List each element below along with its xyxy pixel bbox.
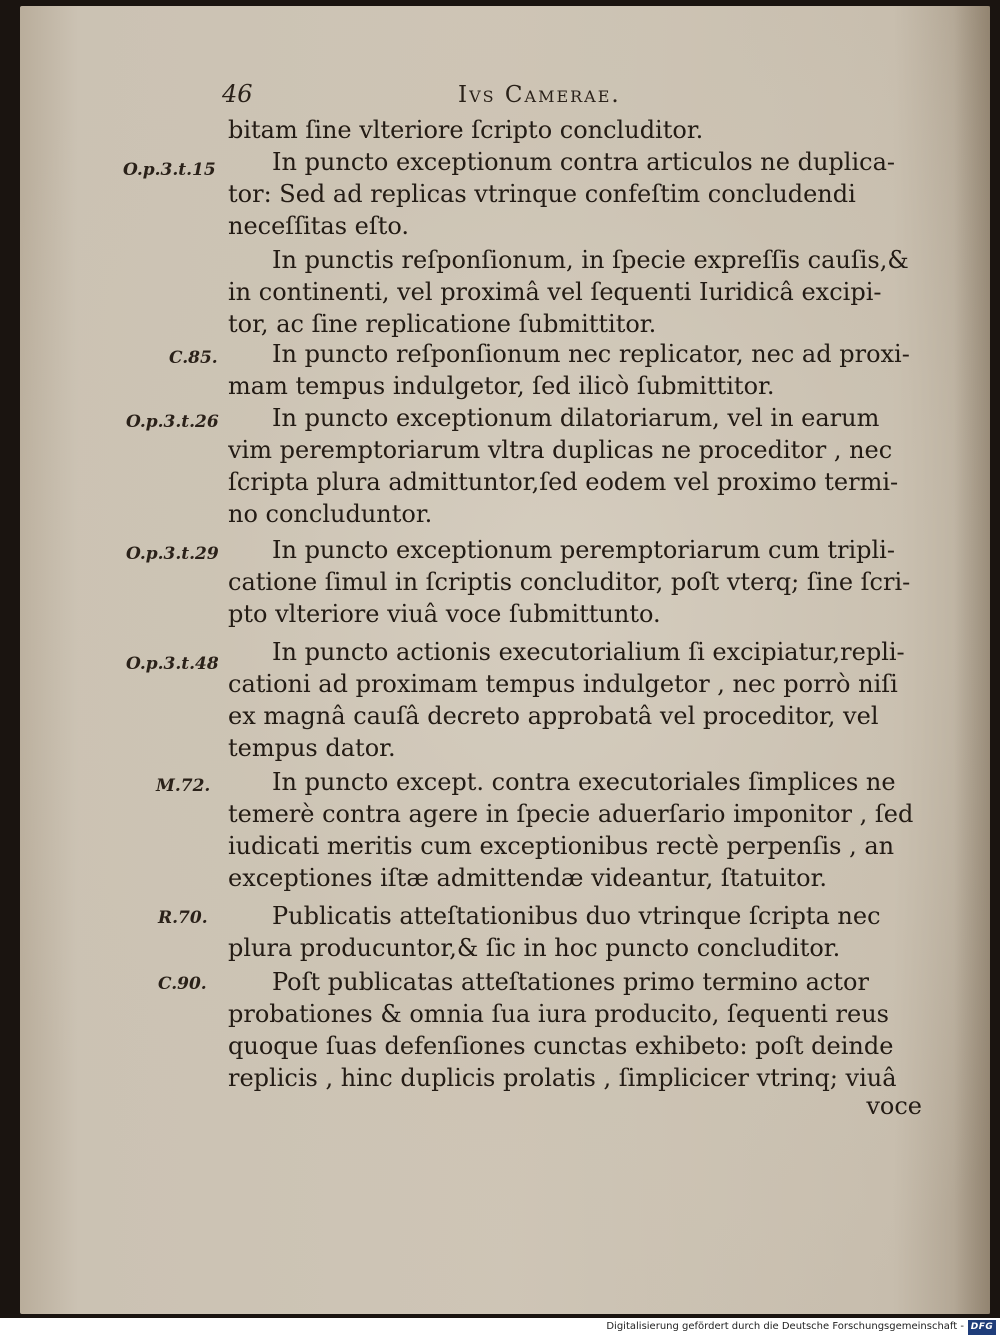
book-page bbox=[20, 6, 990, 1314]
text-line: plura producuntor,& ſic in hoc puncto concluditor. bbox=[228, 934, 841, 962]
text-line: temerè contra agere in ſpecie aduerſario imponitor , ſed bbox=[228, 800, 914, 828]
text-line: In punctis reſponſionum, in ſpecie expreſſis cauſis,& bbox=[272, 246, 909, 274]
text-line: In puncto exceptionum peremptoriarum cum tripli- bbox=[272, 536, 895, 564]
text-line: probationes & omnia ſua iura producito, ſequenti reus bbox=[228, 1000, 889, 1028]
text-line: bitam ſine vlteriore ſcripto concluditor. bbox=[228, 116, 704, 144]
text-line: In puncto actionis executorialium ſi excipiatur,repli- bbox=[272, 638, 905, 666]
text-line: In puncto except. contra executoriales ſimplices ne bbox=[272, 768, 896, 796]
text-line: catione ſimul in ſcriptis concluditor, poſt vterq; ſine ſcri- bbox=[228, 568, 911, 596]
text-line: no concluduntor. bbox=[228, 500, 433, 528]
catchword: voce bbox=[866, 1092, 922, 1120]
footer-credit: Digitalisierung gefördert durch die Deutsche Forschungsgemeinschaft - bbox=[606, 1321, 964, 1332]
text-line: in continenti, vel proximâ vel ſequenti Iuridicâ excipi- bbox=[228, 278, 882, 306]
text-line: neceſſitas eſto. bbox=[228, 212, 410, 240]
text-line: tempus dator. bbox=[228, 734, 396, 762]
dfg-logo: DFG bbox=[968, 1320, 996, 1335]
page-number: 46 bbox=[222, 80, 253, 108]
text-line: ex magnâ cauſâ decreto approbatâ vel proceditor, vel bbox=[228, 702, 879, 730]
running-title: Ivs Camerae. bbox=[458, 82, 621, 108]
text-line: exceptiones iſtæ admittendæ videantur, ſtatuitor. bbox=[228, 864, 828, 892]
text-line: tor, ac ſine replicatione ſubmittitor. bbox=[228, 310, 657, 338]
text-line: iudicati meritis cum exceptionibus rectè perpenſis , an bbox=[228, 832, 895, 860]
text-line: replicis , hinc duplicis prolatis , ſimplicicer vtrinq; viuâ bbox=[228, 1064, 897, 1092]
text-line: Poſt publicatas atteſtationes primo termino actor bbox=[272, 968, 869, 996]
margin-note: O.p.3.t.26 bbox=[126, 412, 219, 432]
body-text bbox=[20, 6, 990, 1314]
text-line: cationi ad proximam tempus indulgetor , nec porrò niſi bbox=[228, 670, 898, 698]
text-line: tor: Sed ad replicas vtrinque confeſtim concludendi bbox=[228, 180, 856, 208]
margin-note: O.p.3.t.29 bbox=[126, 544, 219, 564]
margin-note: M.72. bbox=[156, 776, 211, 796]
text-line: Publicatis atteſtationibus duo vtrinque ſcripta nec bbox=[272, 902, 881, 930]
margin-note: C.90. bbox=[158, 974, 207, 994]
margin-note: R.70. bbox=[158, 908, 208, 928]
text-line: pto vlteriore viuâ voce ſubmittunto. bbox=[228, 600, 661, 628]
text-line: quoque ſuas defenſiones cunctas exhibeto: poſt deinde bbox=[228, 1032, 894, 1060]
text-line: mam tempus indulgetor, ſed ilicò ſubmittitor. bbox=[228, 372, 775, 400]
margin-note: O.p.3.t.48 bbox=[126, 654, 219, 674]
text-line: In puncto exceptionum dilatoriarum, vel in earum bbox=[272, 404, 880, 432]
text-line: vim peremptoriarum vltra duplicas ne proceditor , nec bbox=[228, 436, 893, 464]
margin-note: C.85. bbox=[169, 348, 218, 368]
margin-note: O.p.3.t.15 bbox=[123, 160, 216, 180]
text-line: In puncto reſponſionum nec replicator, nec ad proxi- bbox=[272, 340, 910, 368]
footer-bar bbox=[0, 1318, 1000, 1339]
text-line: In puncto exceptionum contra articulos ne duplica- bbox=[272, 148, 895, 176]
text-line: ſcripta plura admittuntor,ſed eodem vel proximo termi- bbox=[228, 468, 899, 496]
